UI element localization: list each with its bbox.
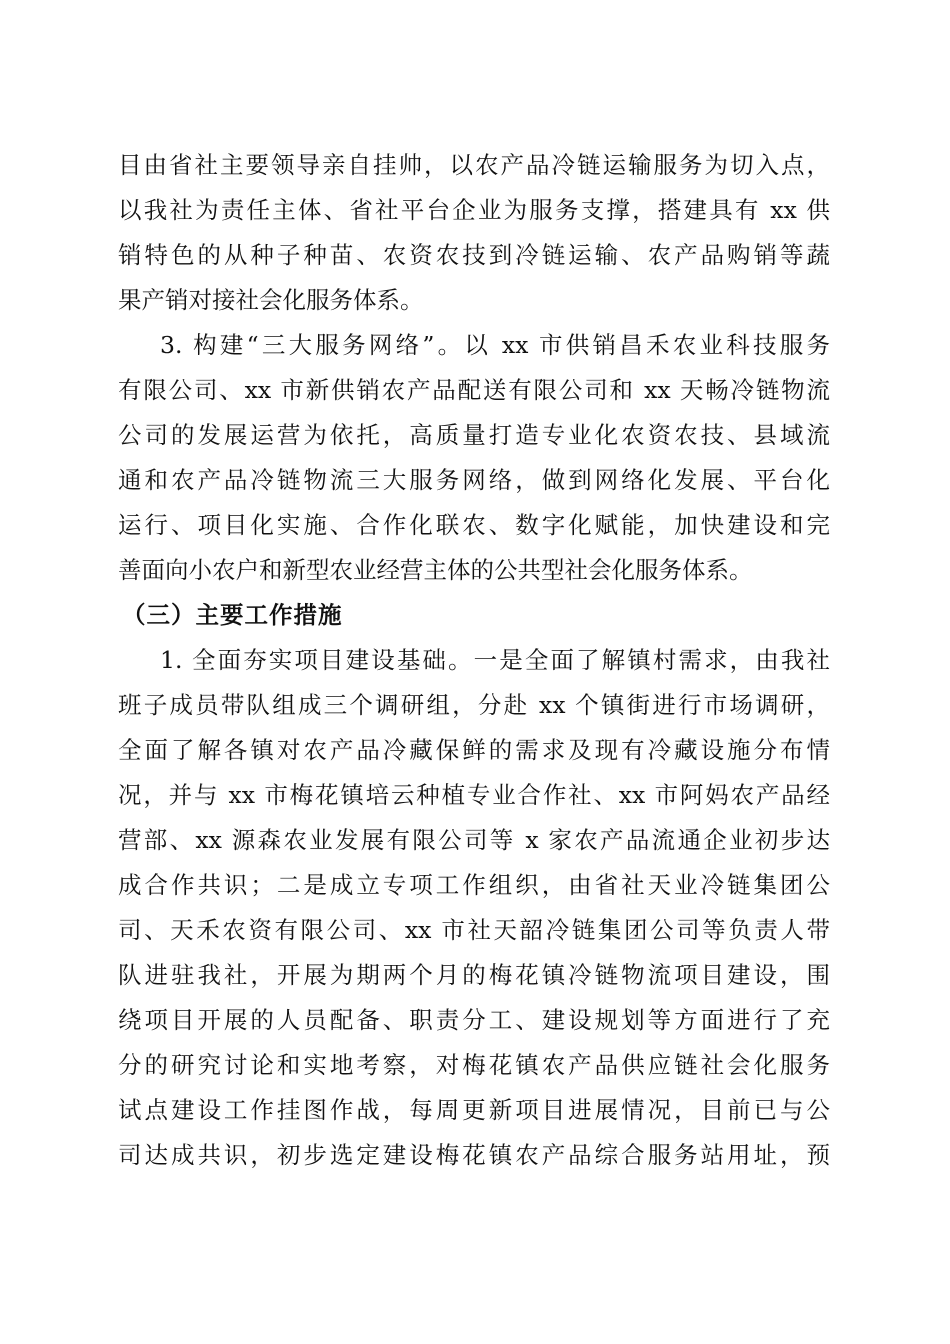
text-line: 销特色的从种子种苗、农资农技到冷链运输、农产品购销等蔬 [118, 241, 830, 269]
text-line: 司达成共识，初步选定建设梅花镇农产品综合服务站用址，预 [118, 1141, 830, 1169]
text-line: 试点建设工作挂图作战，每周更新项目进展情况，目前已与公 [118, 1096, 830, 1124]
text-line: 目由省社主要领导亲自挂帅，以农产品冷链运输服务为切入点， [118, 151, 830, 179]
text-line: 运行、项目化实施、合作化联农、数字化赋能，加快建设和完 [118, 511, 830, 539]
text-line: 有限公司、xx 市新供销农产品配送有限公司和 xx 天畅冷链物流 [118, 376, 830, 404]
text-line: 善面向小农户和新型农业经营主体的公共型社会化服务体系。 [118, 556, 753, 584]
text-line: 分的研究讨论和实地考察，对梅花镇农产品供应链社会化服务 [118, 1051, 830, 1079]
text-line: 果产销对接社会化服务体系。 [118, 286, 424, 314]
text-line: 班子成员带队组成三个调研组，分赴 xx 个镇街进行市场调研， [118, 691, 830, 719]
text-line: 3. 构建“三大服务网络”。以 xx 市供销昌禾农业科技服务 [160, 331, 830, 359]
section-heading: （三）主要工作措施 [122, 601, 343, 629]
text-line: 成合作共识；二是成立专项工作组织，由省社天业冷链集团公 [118, 871, 830, 899]
text-line: 队进驻我社，开展为期两个月的梅花镇冷链物流项目建设，围 [118, 961, 830, 989]
text-line: 1. 全面夯实项目建设基础。一是全面了解镇村需求，由我社 [160, 646, 830, 674]
text-line: 全面了解各镇对农产品冷藏保鲜的需求及现有冷藏设施分布情 [118, 736, 830, 764]
text-line: 司、天禾农资有限公司、xx 市社天韶冷链集团公司等负责人带 [118, 916, 830, 944]
text-line: 绕项目开展的人员配备、职责分工、建设规划等方面进行了充 [118, 1006, 830, 1034]
text-line: 以我社为责任主体、省社平台企业为服务支撑，搭建具有 xx 供 [118, 196, 830, 224]
text-line: 况，并与 xx 市梅花镇培云种植专业合作社、xx 市阿妈农产品经 [118, 781, 830, 809]
text-line: 公司的发展运营为依托，高质量打造专业化农资农技、县域流 [118, 421, 830, 449]
text-line: 营部、xx 源森农业发展有限公司等 x 家农产品流通企业初步达 [118, 826, 830, 854]
text-line: 通和农产品冷链物流三大服务网络，做到网络化发展、平台化 [118, 466, 830, 494]
